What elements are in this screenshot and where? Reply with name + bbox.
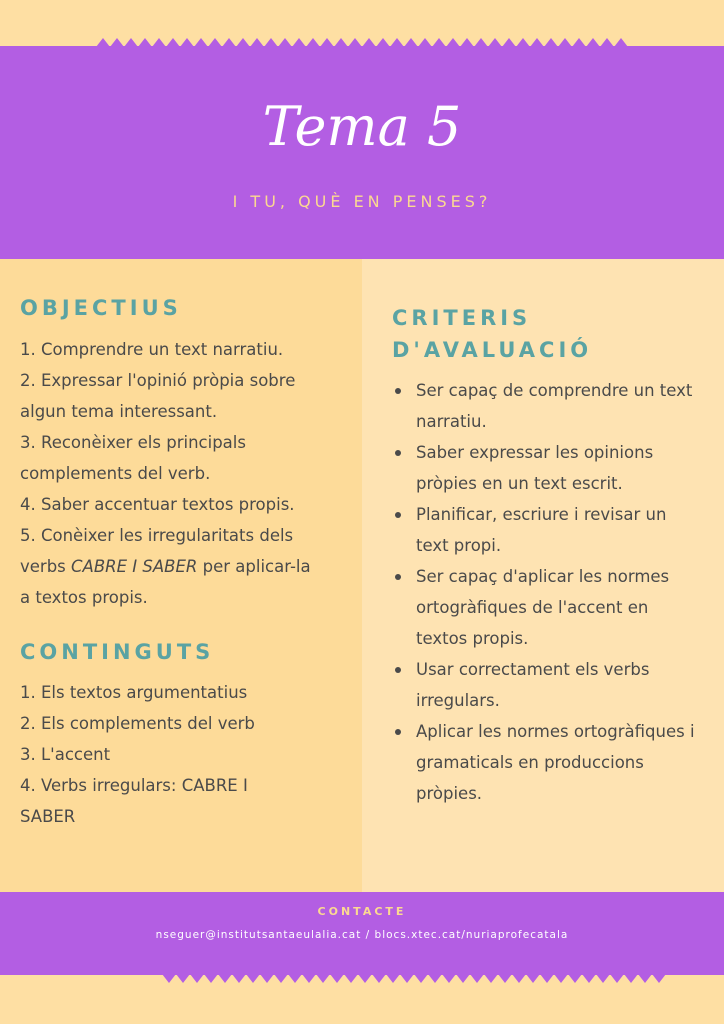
contact-info: nseguer@institutsantaeulalia.cat / blocs.xtec.cat/nuriaprofecatala xyxy=(155,929,569,941)
objectiu-item: 4. Saber accentuar textos propis. xyxy=(20,495,295,514)
criteri-item: Saber expressar les opinions pròpies en un text escrit. xyxy=(392,437,702,499)
contingut-item: 2. Els complements del verb xyxy=(20,714,255,733)
footer-zigzag-bottom xyxy=(0,974,724,984)
objectiu-item-emphasis: CABRE I SABER xyxy=(71,557,198,576)
objectiu-item-text-rest: per aplicar-la a textos propis. xyxy=(20,557,311,607)
criteri-item: Ser capaç de comprendre un text narratiu. xyxy=(392,375,702,437)
continguts-list xyxy=(20,677,300,832)
criteris-list xyxy=(392,375,702,809)
contingut-item: 1. Els textos argumentatius xyxy=(20,683,248,702)
continguts-heading: CONTINGUTS xyxy=(20,640,215,664)
contingut-item: 3. L'accent xyxy=(20,745,111,764)
criteri-item: Usar correctament els verbs irregulars. xyxy=(392,654,702,716)
objectiu-item: 3. Reconèixer els principals complements del verb. xyxy=(20,433,246,483)
objectiu-item xyxy=(20,520,325,613)
criteris-heading xyxy=(392,302,592,366)
contingut-item: 4. Verbs irregulars: CABRE I SABER xyxy=(20,776,248,826)
criteris-heading-line2: D'AVALUACIÓ xyxy=(392,338,593,362)
contact-label: CONTACTE xyxy=(317,905,407,918)
objectiu-item: 2. Expressar l'opinió pròpia sobre algun tema interessant. xyxy=(20,371,296,421)
objectius-list xyxy=(20,334,325,613)
objectiu-item-text: 5. Conèixer les irregularitats dels verbs xyxy=(20,526,294,576)
criteri-item: Ser capaç d'aplicar les normes ortogràfiques de l'accent en textos propis. xyxy=(392,561,702,654)
page-subtitle: I TU, QUÈ EN PENSES? xyxy=(232,192,492,211)
header-zigzag-top xyxy=(0,38,724,48)
criteris-heading-line1: CRITERIS xyxy=(392,306,532,330)
page-title: Tema 5 xyxy=(262,95,462,158)
objectiu-item: 1. Comprendre un text narratiu. xyxy=(20,340,284,359)
criteri-item: Aplicar les normes ortogràfiques i gramaticals en produccions pròpies. xyxy=(392,716,702,809)
criteri-item: Planificar, escriure i revisar un text propi. xyxy=(392,499,702,561)
objectius-heading: OBJECTIUS xyxy=(20,296,182,320)
